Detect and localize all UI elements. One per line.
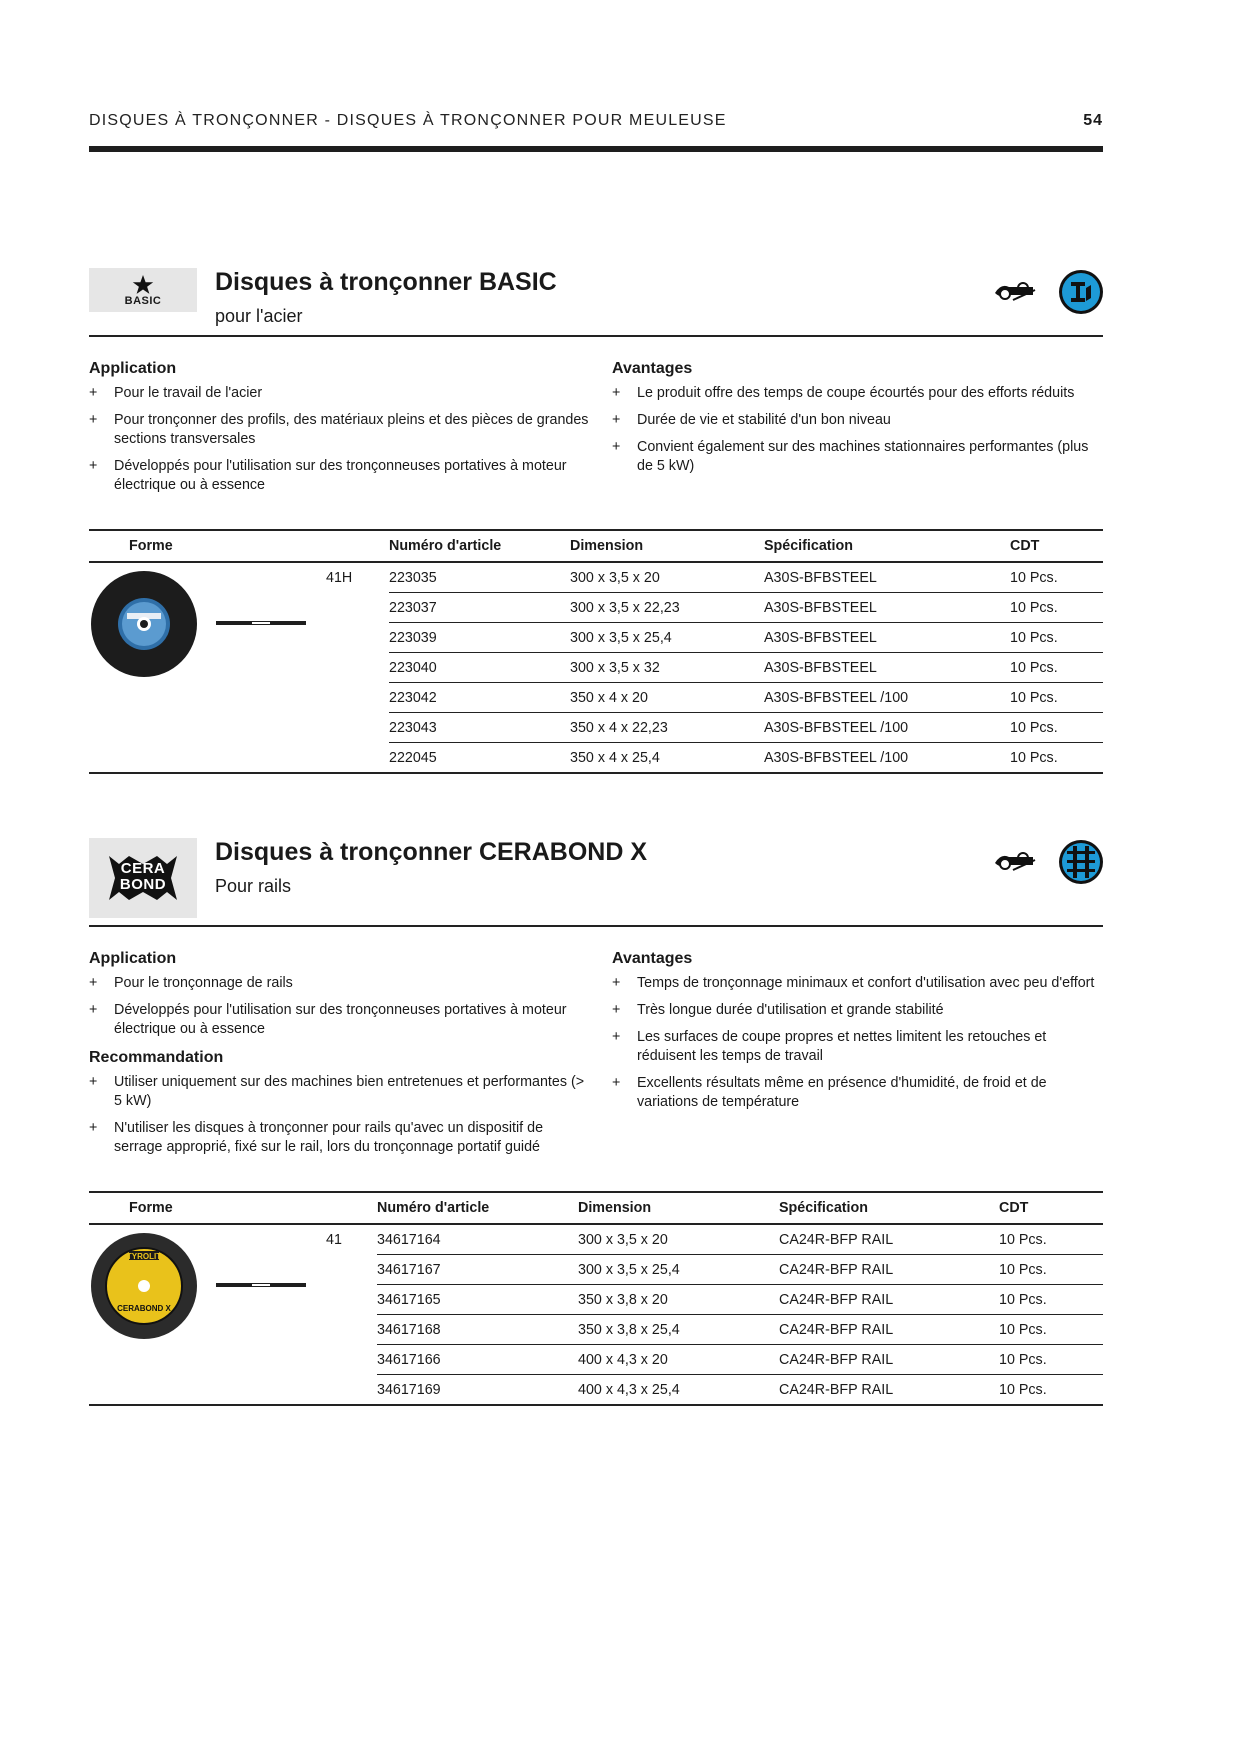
table-cell: 222045 [389, 743, 570, 774]
table-cell: A30S-BFBSTEEL /100 [764, 743, 1010, 774]
col-forme: Forme [89, 530, 389, 562]
table-cell: 34617167 [377, 1255, 578, 1285]
table-cell: 223035 [389, 562, 570, 593]
application-heading: Application [89, 950, 177, 967]
angle-grinder-icon [995, 853, 1035, 870]
table-cell: 10 Pcs. [999, 1285, 1103, 1315]
cerabond-badge [89, 838, 197, 918]
table-cell: 10 Pcs. [999, 1255, 1103, 1285]
table-cell: 34617164 [377, 1224, 578, 1255]
angle-grinder-icon [995, 283, 1035, 300]
table-row [89, 562, 1103, 593]
table-cell: 34617168 [377, 1315, 578, 1345]
svg-text:TYROLIT: TYROLIT [126, 1252, 162, 1261]
table-cell: 10 Pcs. [999, 1375, 1103, 1406]
table-cell: 10 Pcs. [999, 1345, 1103, 1375]
table-cell: 223042 [389, 683, 570, 713]
table-cell: 300 x 3,5 x 20 [570, 562, 764, 593]
col-forme: Forme [89, 1192, 377, 1224]
table-cell: 10 Pcs. [1010, 623, 1103, 653]
table-cell: 350 x 3,8 x 20 [578, 1285, 779, 1315]
table-cell: 34617169 [377, 1375, 578, 1406]
article-table [89, 529, 1103, 774]
list-item: + Pour le travail de l'acier [89, 385, 263, 401]
steel-profile-icon [1059, 270, 1103, 314]
header-rule [89, 146, 1103, 152]
table-cell: 34617165 [377, 1285, 578, 1315]
table-cell: 350 x 4 x 20 [570, 683, 764, 713]
table-cell: 10 Pcs. [1010, 593, 1103, 623]
disc-profile-icon [216, 621, 306, 625]
col-cdt: CDT [999, 1192, 1103, 1224]
rail-track-icon [1059, 840, 1103, 884]
table-cell: CA24R-BFP RAIL [779, 1224, 999, 1255]
application-heading: Application [89, 360, 177, 377]
application-column [89, 950, 594, 1165]
table-header-row [89, 1192, 1103, 1224]
list-item: + Pour le tronçonnage de rails [89, 975, 293, 991]
table-cell: 350 x 4 x 25,4 [570, 743, 764, 774]
table-cell: CA24R-BFP RAIL [779, 1375, 999, 1406]
table-cell: CA24R-BFP RAIL [779, 1285, 999, 1315]
table-cell: A30S-BFBSTEEL [764, 623, 1010, 653]
basic-badge [89, 268, 197, 312]
disc-image-cerabond [89, 1231, 199, 1341]
list-item: + Le produit offre des temps de coupe écourtés pour des efforts réduits [612, 385, 1075, 401]
table-cell: 34617166 [377, 1345, 578, 1375]
col-dimension: Dimension [578, 1192, 779, 1224]
table-cell: 300 x 3,5 x 25,4 [578, 1255, 779, 1285]
advantages-column [612, 950, 1103, 1120]
table-cell: 10 Pcs. [1010, 653, 1103, 683]
col-dimension: Dimension [570, 530, 764, 562]
table-cell: A30S-BFBSTEEL [764, 653, 1010, 683]
table-cell: 400 x 4,3 x 20 [578, 1345, 779, 1375]
table-cell: 300 x 3,5 x 20 [578, 1224, 779, 1255]
disc-profile-icon [216, 1283, 306, 1287]
list-item: + Pour tronçonner des profils, des matériaux pleins et des pièces de grandes sections transversales [89, 412, 589, 447]
list-item: + N'utiliser les disques à tronçonner pour rails qu'avec un dispositif de serrage approprié, fixé sur le rail, lors du tronçonnage portatif guidé [89, 1120, 544, 1155]
forme-code: 41 [326, 1232, 342, 1248]
col-cdt: CDT [1010, 530, 1103, 562]
table-cell: 10 Pcs. [1010, 743, 1103, 774]
table-cell: A30S-BFBSTEEL [764, 562, 1010, 593]
table-cell: 300 x 3,5 x 25,4 [570, 623, 764, 653]
badge-label: BASIC [124, 295, 162, 307]
table-cell: A30S-BFBSTEEL /100 [764, 683, 1010, 713]
list-item: + Utiliser uniquement sur des machines bien entretenues et performantes (> 5 kW) [89, 1074, 585, 1109]
svg-text:CERABOND X: CERABOND X [117, 1304, 171, 1313]
list-item: + Très longue durée d'utilisation et grande stabilité [612, 1002, 944, 1018]
table-cell: A30S-BFBSTEEL /100 [764, 713, 1010, 743]
table-header-row [89, 530, 1103, 562]
table-cell: 10 Pcs. [999, 1224, 1103, 1255]
product-section-cerabond [89, 838, 1103, 1418]
table-cell: 10 Pcs. [1010, 713, 1103, 743]
product-icons [993, 268, 1103, 316]
table-cell: 10 Pcs. [1010, 562, 1103, 593]
table-cell: CA24R-BFP RAIL [779, 1255, 999, 1285]
product-subtitle: pour l'acier [215, 306, 303, 326]
page-number: 54 [1083, 112, 1103, 129]
list-item: + Convient également sur des machines stationnaires performantes (plus de 5 kW) [612, 439, 1089, 474]
page-header [89, 112, 1103, 132]
section-rule [89, 925, 1103, 927]
table-cell: 350 x 3,8 x 25,4 [578, 1315, 779, 1345]
section-rule [89, 335, 1103, 337]
forme-cell [89, 1224, 377, 1405]
col-specification: Spécification [764, 530, 1010, 562]
product-subtitle: Pour rails [215, 876, 292, 896]
table-cell: 10 Pcs. [999, 1315, 1103, 1345]
table-cell: CA24R-BFP RAIL [779, 1315, 999, 1345]
product-title: Disques à tronçonner CERABOND X [215, 838, 648, 866]
product-section-basic [89, 268, 1103, 788]
table-cell: 300 x 3,5 x 32 [570, 653, 764, 683]
list-item: + Temps de tronçonnage minimaux et confort d'utilisation avec peu d'effort [612, 975, 1095, 991]
product-icons [993, 838, 1103, 886]
col-article: Numéro d'article [377, 1192, 578, 1224]
list-item: + Développés pour l'utilisation sur des tronçonneuses portatives à moteur électrique ou à essence [89, 1002, 567, 1037]
forme-code: 41H [326, 570, 353, 586]
advantages-column [612, 360, 1103, 484]
table-cell: 223040 [389, 653, 570, 683]
col-specification: Spécification [779, 1192, 999, 1224]
advantages-heading: Avantages [612, 360, 693, 377]
table-cell: 400 x 4,3 x 25,4 [578, 1375, 779, 1406]
table-row [89, 1224, 1103, 1255]
product-title: Disques à tronçonner BASIC [215, 268, 557, 296]
recommendation-heading: Recommandation [89, 1049, 224, 1066]
list-item: + Excellents résultats même en présence d'humidité, de froid et de variations de température [612, 1075, 1047, 1110]
disc-image-basic [89, 569, 199, 679]
list-item: + Durée de vie et stabilité d'un bon niveau [612, 412, 891, 428]
table-cell: A30S-BFBSTEEL [764, 593, 1010, 623]
advantages-heading: Avantages [612, 950, 693, 967]
list-item: + Les surfaces de coupe propres et nettes limitent les retouches et réduisent les temps de travail [612, 1029, 1047, 1064]
forme-cell [89, 562, 389, 773]
article-table [89, 1191, 1103, 1406]
col-article: Numéro d'article [389, 530, 570, 562]
list-item: + Développés pour l'utilisation sur des tronçonneuses portatives à moteur électrique ou à essence [89, 458, 567, 493]
table-cell: 300 x 3,5 x 22,23 [570, 593, 764, 623]
table-cell: 350 x 4 x 22,23 [570, 713, 764, 743]
table-cell: CA24R-BFP RAIL [779, 1345, 999, 1375]
badge-label: CERA BOND [119, 860, 167, 893]
table-cell: 223037 [389, 593, 570, 623]
table-cell: 223039 [389, 623, 570, 653]
table-cell: 10 Pcs. [1010, 683, 1103, 713]
application-column [89, 360, 594, 503]
header-title: DISQUES À TRONÇONNER - DISQUES À TRONÇONNER POUR MEULEUSE [89, 112, 727, 129]
table-cell: 223043 [389, 713, 570, 743]
